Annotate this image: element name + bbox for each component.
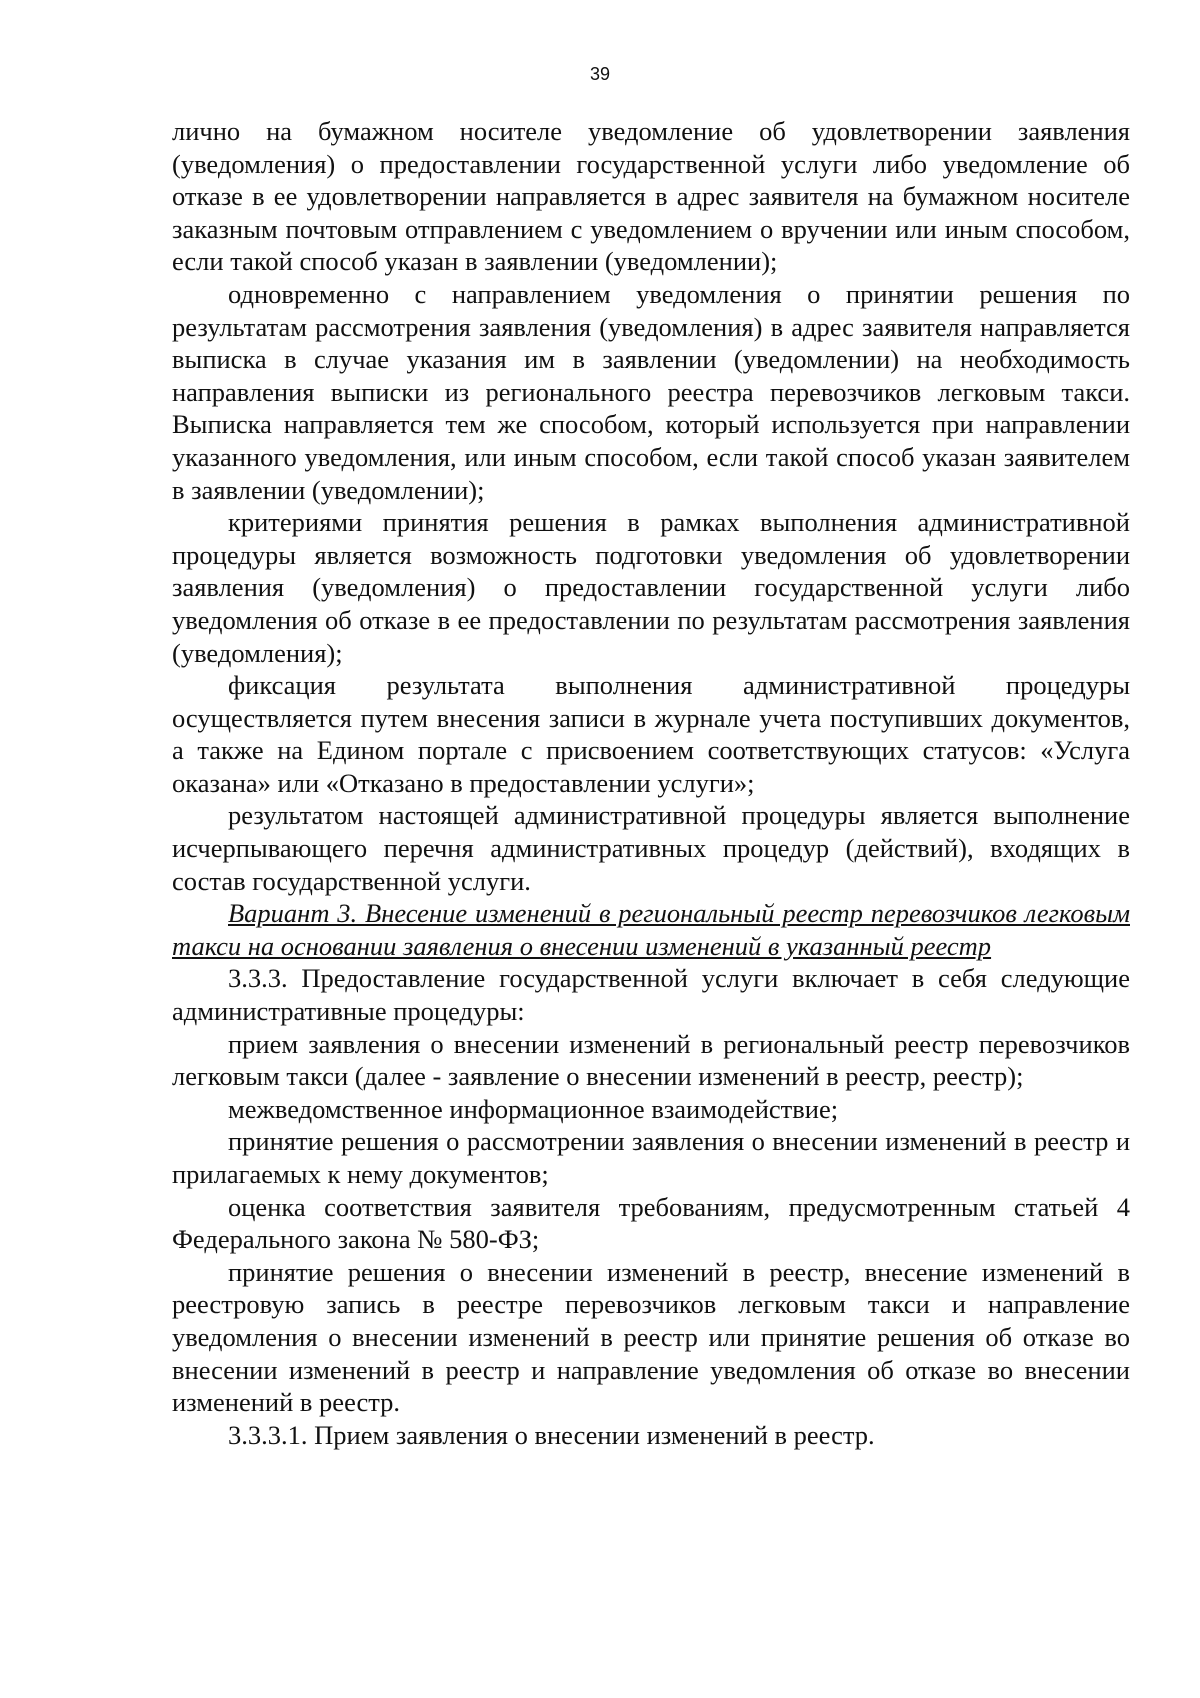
list-item-review-decision: принятие решения о рассмотрении заявления о внесении изменений в реестр и прилагаемых к нему документов; (172, 1126, 1130, 1189)
document-body (172, 115, 1130, 1451)
paragraph-extract-sending: одновременно с направлением уведомления о принятии решения по результатам рассмотрения заявления (уведомления) в адрес заявителя направляется выписка в случае указания им в заявлении (уведомлении) на необходимость направления выписки из регионального реестра перевозчиков легковым такси. Выписка направляется тем же способом, который используется при направлении указанного уведомления, или иным способом, если такой способ указан заявителем в заявлении (уведомлении); (172, 278, 1130, 505)
paragraph-notification-delivery: лично на бумажном носителе уведомление об удовлетворении заявления (уведомления) о предоставлении государственной услуги либо уведомление об отказе в ее удовлетворении направляется в адрес заявителя на бумажном носителе заказным почтовым отправлением с уведомлением о вручении или иным способом, если такой способ указан в заявлении (уведомлении); (172, 116, 1130, 277)
paragraph-section-3-3-3: 3.3.3. Предоставление государственной услуги включает в себя следующие административные процедуры: (172, 963, 1130, 1027)
paragraph-result-recording: фиксация результата выполнения административной процедуры осуществляется путем внесения записи в журнале учета поступивших документов, а также на Едином портале с присвоением соответствующих статусов: «Услуга оказана» или «Отказано в предоставлении услуги»; (172, 670, 1130, 798)
list-item-interagency-interaction: межведомственное информационное взаимодействие; (228, 1093, 839, 1124)
paragraph-decision-criteria: критериями принятия решения в рамках выполнения административной процедуры является возможность подготовки уведомления об удовлетворении заявления (уведомления) о предоставлении государственной услуги либо уведомления об отказе в ее предоставлении по результатам рассмотрения заявления (уведомления); (172, 507, 1130, 668)
list-item-change-decision: принятие решения о внесении изменений в реестр, внесение изменений в реестровую запись в реестре перевозчиков легковым такси и направление уведомления о внесении изменений в реестр или принятие решения об отказе во внесении изменений в реестр и направление уведомления об отказе во внесении изменений в реестр. (172, 1256, 1130, 1418)
variant-heading: Вариант 3. Внесение изменений в региональный реестр перевозчиков легковым такси на основании заявления о внесении изменений в указанный реестр (172, 898, 1130, 961)
page-number: 39 (589, 64, 611, 84)
list-item-compliance-assessment: оценка соответствия заявителя требованиям, предусмотренным статьей 4 Федерального закона № 580-ФЗ; (172, 1191, 1130, 1255)
paragraph-section-3-3-3-1: 3.3.3.1. Прием заявления о внесении изменений в реестр. (228, 1419, 875, 1450)
list-item-application-intake: прием заявления о внесении изменений в региональный реестр перевозчиков легковым такси (далее - заявление о внесении изменений в реестр, реестр); (172, 1028, 1130, 1092)
paragraph-procedure-result: результатом настоящей административной процедуры является выполнение исчерпывающего перечня административных процедур (действий), входящих в состав государственной услуги. (172, 800, 1130, 896)
